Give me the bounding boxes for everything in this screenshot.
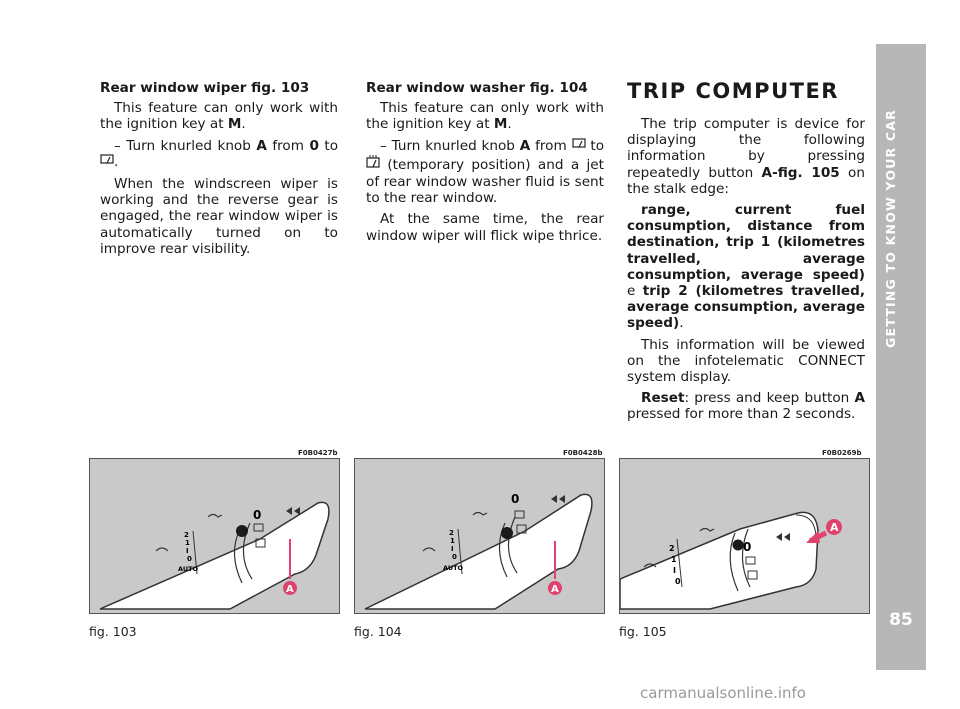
- button-dot-icon: [236, 525, 248, 537]
- double-arrow-icon: [286, 507, 300, 515]
- rear-wiper-section: [100, 80, 338, 262]
- wiper-icon: [423, 548, 435, 551]
- svg-text:2: 2: [184, 531, 189, 539]
- svg-text:1: 1: [671, 555, 677, 564]
- rear-wiper-icon: [515, 511, 524, 518]
- figure-code: F0B0427b: [298, 449, 338, 457]
- svg-text:0: 0: [187, 555, 192, 563]
- rear-washer-section: [366, 80, 604, 249]
- rear-wiper-icon: [100, 155, 114, 170]
- rear-wiper-icon: [572, 139, 586, 154]
- rear-wiper-p3: When the windscreen wiper is working and the reverse gear is engaged, the rear window wiper is automatically turned on to improve rear visibility.: [100, 176, 338, 257]
- stalk-illustration: [90, 459, 339, 613]
- svg-text:AUTO: AUTO: [443, 564, 464, 572]
- trip-computer-section: [627, 80, 865, 428]
- svg-text:1: 1: [450, 537, 455, 545]
- figure-105: [619, 458, 870, 614]
- figure-code: F0B0269b: [822, 449, 862, 457]
- stalk-illustration: [620, 459, 869, 613]
- rear-washer-heading: Rear window washer fig. 104: [366, 80, 588, 96]
- wiper-mist-icon: [208, 515, 222, 518]
- rear-washer-p1: This feature can only work with the ignition key at M.: [366, 100, 604, 133]
- rear-washer-icon: [366, 158, 380, 173]
- svg-text:0: 0: [452, 553, 457, 561]
- svg-text:0: 0: [675, 577, 681, 586]
- trip-p2: This information will be viewed on the infotelematic CONNECT system display.: [627, 336, 865, 386]
- stalk-illustration: [355, 459, 604, 613]
- rear-washer-p3: At the same time, the rear window wiper will flick wipe thrice.: [366, 211, 604, 244]
- rear-wiper-icon: [254, 524, 263, 531]
- rear-wiper-p2: – Turn knurled knob A from 0 to .: [100, 138, 338, 171]
- section-title: GETTING TO KNOW YOUR CAR: [883, 108, 898, 348]
- rear-wiper-heading: Rear window wiper fig. 103: [100, 80, 310, 96]
- rear-washer-p2: – Turn knurled knob A from to (temporary position) and a jet of rear window washer fluid is sent to the rear window.: [366, 137, 605, 207]
- rear-wiper-p1: This feature can only work with the ignition key at M.: [100, 100, 338, 133]
- figure-caption: fig. 105: [619, 624, 667, 639]
- figure-caption: fig. 104: [354, 624, 402, 639]
- wiper-mist-icon: [700, 529, 714, 532]
- page-number: 85: [889, 610, 913, 630]
- svg-text:A: A: [551, 584, 559, 595]
- figure-104: [354, 458, 605, 614]
- trip-list: range, current fuel consumption, distance from destination, trip 1 (kilometres travelled, average consumption, average speed) e trip 2 (kilometres travelled, average consumption, average speed).: [627, 202, 865, 332]
- svg-text:AUTO: AUTO: [178, 565, 199, 573]
- svg-text:1: 1: [185, 539, 190, 547]
- svg-text:I: I: [673, 566, 676, 575]
- wiper-mist-icon: [473, 513, 487, 516]
- button-dot-icon: [501, 527, 513, 539]
- trip-p3: Reset: press and keep button A pressed for more than 2 seconds.: [627, 390, 865, 423]
- wiper-icon: [156, 548, 168, 551]
- svg-text:0: 0: [253, 508, 262, 522]
- svg-text:2: 2: [449, 529, 454, 537]
- trip-p1: The trip computer is device for displaying the following information by pressing repeatedly button A-fig. 105 on the stalk edge:: [627, 116, 865, 197]
- section-title-vertical: [883, 78, 919, 378]
- double-arrow-icon: [551, 495, 565, 503]
- button-dot-icon: [733, 540, 744, 551]
- figure-caption: fig. 103: [89, 624, 137, 639]
- svg-text:A: A: [286, 584, 294, 595]
- watermark: carmanualsonline.info: [640, 684, 806, 702]
- svg-text:A: A: [830, 521, 839, 534]
- svg-text:I: I: [451, 545, 454, 553]
- figure-code: F0B0428b: [563, 449, 603, 457]
- svg-text:2: 2: [669, 544, 675, 553]
- svg-text:0: 0: [511, 492, 520, 506]
- svg-text:I: I: [186, 547, 189, 555]
- figure-103: [89, 458, 340, 614]
- trip-computer-heading: TRIP COMPUTER: [627, 79, 839, 103]
- svg-text:0: 0: [743, 540, 752, 554]
